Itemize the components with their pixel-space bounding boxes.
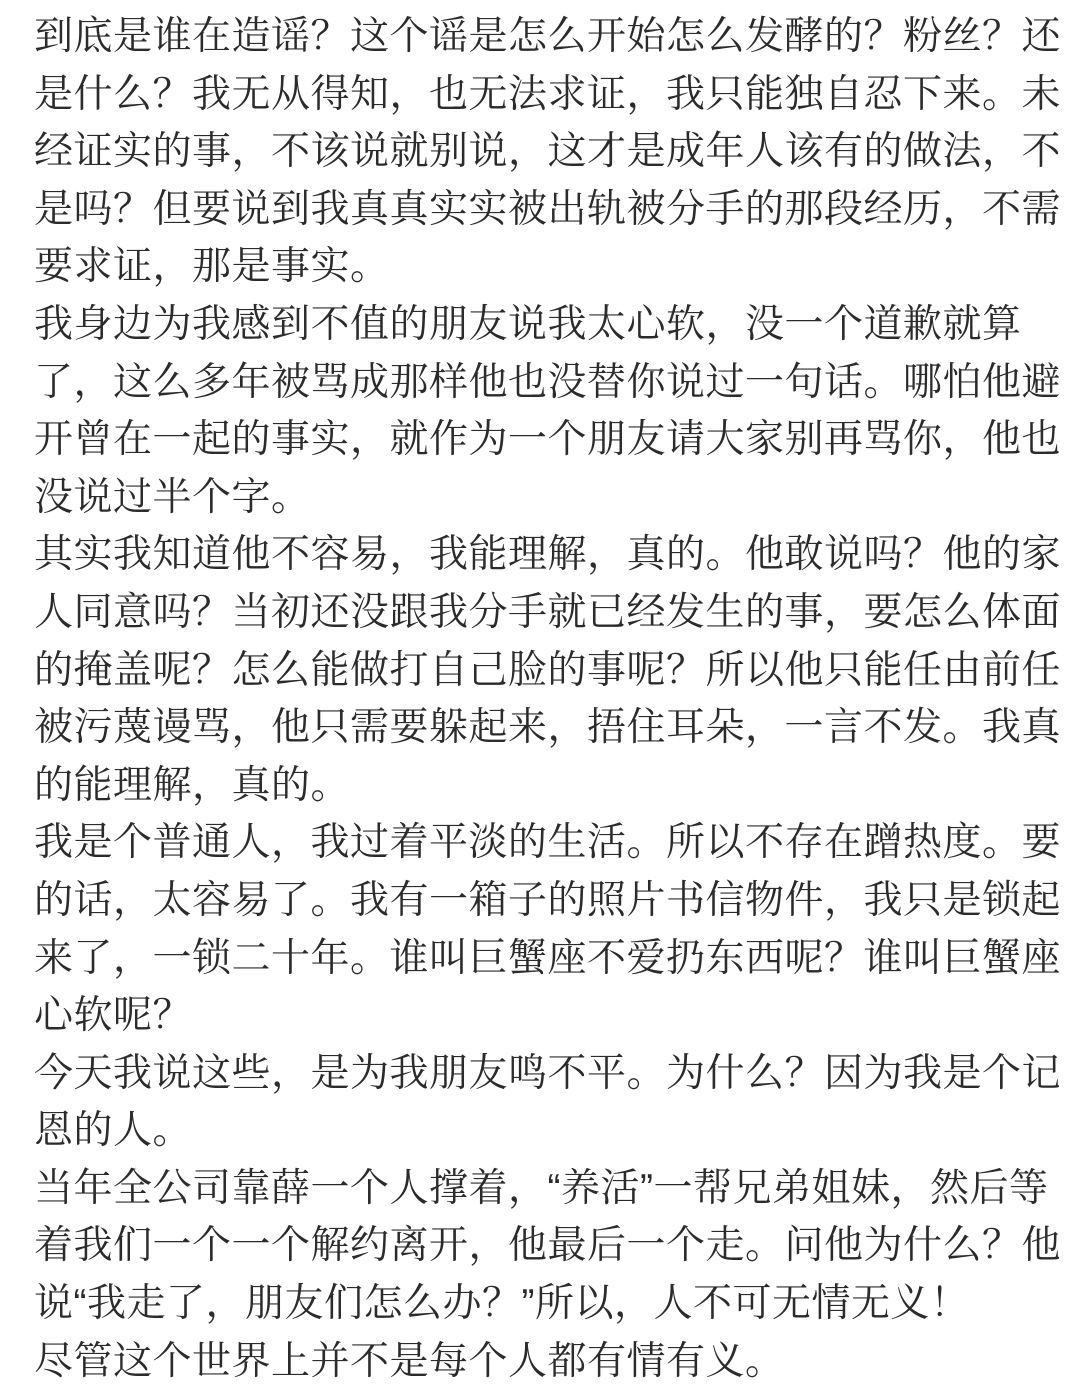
text-line: 要求证，那是事实。 — [34, 245, 390, 289]
text-line: 到底是谁在造谣？这个谣是怎么开始怎么发酵的？粉丝？还 — [34, 15, 1062, 58]
text-line: 是什么？我无从得知，也无法求证，我只能独自忍下来。未 — [34, 72, 1062, 116]
text-line: 人同意吗？当初还没跟我分手就已经发生的事，要怎么体面 — [34, 590, 1062, 634]
text-line: 今天我说这些，是为我朋友鸣不平。为什么？因为我是个记 — [34, 1051, 1062, 1095]
paragraph — [34, 296, 1060, 526]
text-line: 其实我知道他不容易，我能理解，真的。他敢说吗？他的家 — [34, 533, 1062, 577]
text-line: 没说过半个字。 — [34, 475, 311, 519]
text-line: 的能理解，真的。 — [34, 763, 351, 807]
text-line: 了，这么多年被骂成那样他也没替你说过一句话。哪怕他避 — [34, 360, 1062, 404]
text-line: 来了，一锁二十年。谁叫巨蟹座不爱扔东西呢？谁叫巨蟹座 — [34, 936, 1062, 980]
text-line: 被污蔑谩骂，他只需要躲起来，捂住耳朵，一言不发。我真 — [34, 706, 1062, 750]
text-line: 是吗？但要说到我真真实实被出轨被分手的那段经历，不需 — [34, 187, 1062, 231]
text-line: 的话，太容易了。我有一箱子的照片书信物件，我只是锁起 — [34, 878, 1062, 922]
paragraph-list — [34, 8, 1060, 1390]
paragraph — [34, 814, 1060, 1044]
paragraph — [34, 1160, 1060, 1333]
text-line: 尽管这个世界上并不是每个人都有情有义。 — [34, 1339, 785, 1383]
text-line: 我身边为我感到不值的朋友说我太心软，没一个道歉就算 — [34, 302, 1022, 346]
text-line: 着我们一个一个解约离开，他最后一个走。问他为什么？他 — [34, 1224, 1062, 1268]
paragraph — [34, 8, 1060, 296]
text-line: 我是个普通人，我过着平淡的生活。所以不存在蹭热度。要 — [34, 821, 1062, 865]
text-line: 恩的人。 — [34, 1109, 193, 1153]
text-line: 当年全公司靠薛一个人撑着，“养活”一帮兄弟姐妹，然后等 — [34, 1166, 1049, 1210]
paragraph — [34, 1333, 1060, 1391]
paragraph — [34, 1045, 1060, 1160]
text-line: 经证实的事，不该说就别说，这才是成年人该有的做法，不 — [34, 130, 1062, 174]
text-line: 说“我走了，朋友们怎么办？”所以，人不可无情无义！ — [34, 1282, 970, 1326]
text-line: 的掩盖呢？怎么能做打自己脸的事呢？所以他只能任由前任 — [34, 648, 1062, 692]
text-line: 开曾在一起的事实，就作为一个朋友请大家别再骂你，他也 — [34, 418, 1062, 462]
text-line: 心软呢？ — [34, 994, 193, 1038]
paragraph — [34, 526, 1060, 814]
